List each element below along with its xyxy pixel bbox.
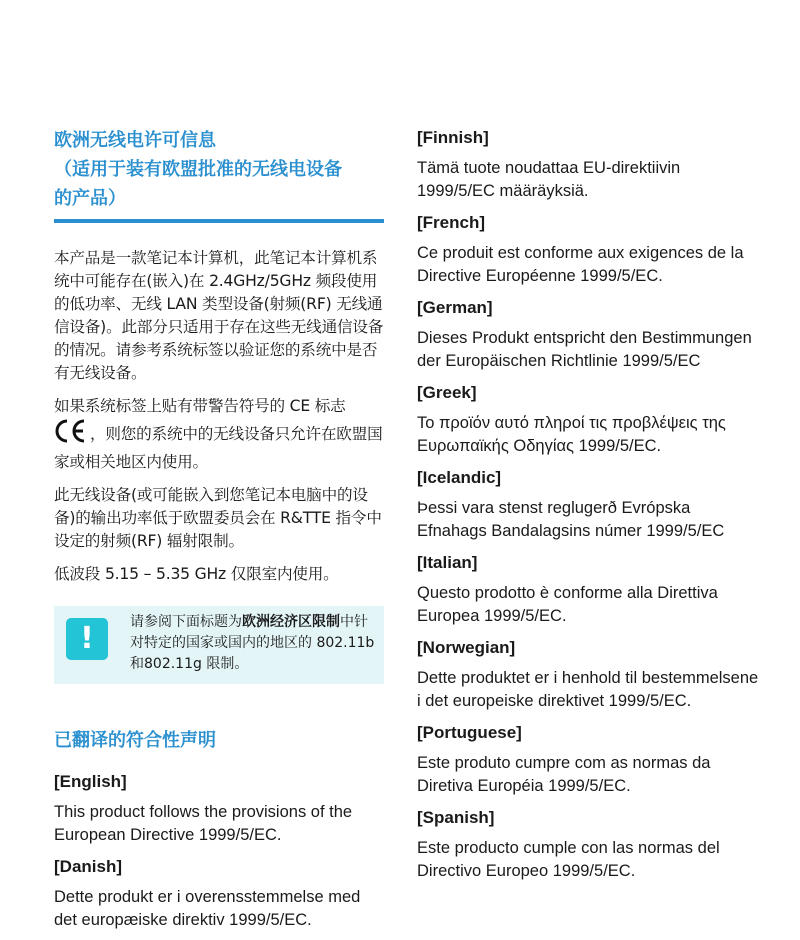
lang-heading-german: [German]: [417, 298, 493, 317]
paragraph-3: 此无线设备(或可能嵌入到您笔记本电脑中的设备)的输出功率低于欧盟委员会在 R&TTE 指令中设定的射频(RF) 辐射限制。: [54, 486, 382, 550]
left-column: [54, 126, 384, 940]
lang-heading-french: [French]: [417, 213, 485, 232]
section-title: [54, 126, 384, 213]
lang-text-greek: Το προϊόν αυτό πληροί τις προβλέψεις της Ευρωπαϊκής Οδηγίας 1999/5/EC.: [417, 414, 726, 455]
lang-heading-danish: [Danish]: [54, 857, 122, 876]
note-box: [54, 606, 384, 684]
lang-heading-norwegian: [Norwegian]: [417, 638, 516, 657]
lang-text-portuguese: Este produto cumpre com as normas da Diretiva Européia 1999/5/EC.: [417, 754, 711, 795]
lang-heading-english: [English]: [54, 772, 127, 791]
lang-heading-spanish: [Spanish]: [417, 808, 495, 827]
paragraph-2-rest: ，则您的系统中的无线设备只允许在欧盟国家或相关地区内使用。: [54, 425, 383, 471]
title-line-1: 欧洲无线电许可信息: [54, 130, 216, 151]
title-line-2: （适用于装有欧盟批准的无线电设备: [54, 159, 342, 180]
ce-mark-icon: [54, 418, 88, 451]
lang-heading-icelandic: [Icelandic]: [417, 468, 502, 487]
paragraph-4: 低波段 5.15 – 5.35 GHz 仅限室内使用。: [54, 565, 339, 583]
lang-text-german: Dieses Produkt entspricht den Bestimmungen der Europäischen Richtlinie 1999/5/EC: [417, 329, 752, 370]
title-line-3: 的产品）: [54, 188, 126, 209]
lang-heading-greek: [Greek]: [417, 383, 477, 402]
paragraph-2: [54, 395, 384, 474]
right-column: [417, 126, 762, 891]
lang-text-danish: Dette produkt er i overensstemmelse med det europæiske direktiv 1999/5/EC.: [54, 888, 361, 929]
lang-text-italian: Questo prodotto è conforme alla Direttiva Europea 1999/5/EC.: [417, 584, 718, 625]
lang-text-norwegian: Dette produktet er i henhold til bestemmelsene i det europeiske direktivet 1999/5/EC.: [417, 669, 759, 710]
paragraph-2-line1: 如果系统标签上贴有带警告符号的 CE 标志: [54, 397, 346, 415]
paragraph-1: 本产品是一款笔记本计算机，此笔记本计算机系统中可能存在(嵌入)在 2.4GHz/5GHz 频段使用的低功率、无线 LAN 类型设备(射频(RF) 无线通信设备)。此部分只适用于存在这些无线通信设备的情况。请参考系统标签以验证您的系统中是否有无线设备。: [54, 249, 384, 382]
lang-heading-italian: [Italian]: [417, 553, 478, 572]
lang-text-french: Ce produit est conforme aux exigences de la Directive Européenne 1999/5/EC.: [417, 244, 744, 285]
lang-heading-portuguese: [Portuguese]: [417, 723, 522, 742]
lang-heading-finnish: [Finnish]: [417, 128, 489, 147]
lang-text-spanish: Este producto cumple con las normas del Directivo Europeo 1999/5/EC.: [417, 839, 720, 880]
exclamation-icon: !: [66, 618, 108, 660]
lang-text-finnish: Tämä tuote noudattaa EU-direktiivin 1999/5/EC määräyksiä.: [417, 159, 681, 200]
lang-text-icelandic: Þessi vara stenst reglugerð Evrópska Efnahags Bandalagsins númer 1999/5/EC: [417, 499, 725, 540]
note-text: [130, 612, 375, 675]
subtitle: 已翻译的符合性声明: [54, 730, 216, 751]
note-text-post: 中针对特定的国家或国内的地区的 802.11b 和802.11g 限制。: [130, 614, 375, 672]
title-divider: [54, 219, 384, 223]
note-text-bold: 欧洲经济区限制: [242, 614, 340, 630]
lang-text-english: This product follows the provisions of the European Directive 1999/5/EC.: [54, 803, 353, 844]
note-text-pre: 请参阅下面标题为: [130, 614, 242, 630]
